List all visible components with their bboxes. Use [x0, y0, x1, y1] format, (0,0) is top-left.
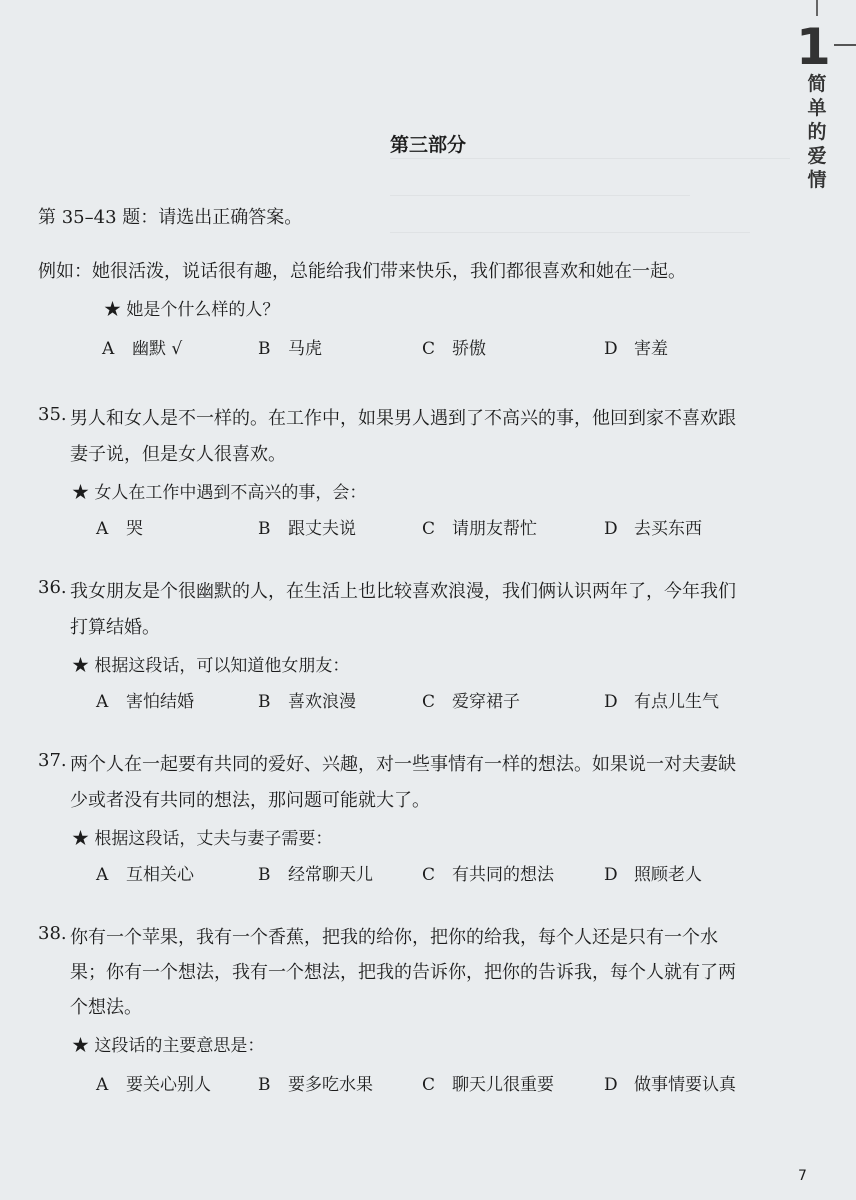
question-36-line-2: 打算结婚。	[70, 617, 160, 638]
question-36-option-a[interactable]	[96, 687, 194, 712]
question-35-line-1: 男人和女人是不一样的。在工作中，如果男人遇到了不高兴的事，他回到家不喜欢跟	[70, 408, 736, 429]
example-question: ★ 她是个什么样的人？	[104, 300, 280, 320]
question-36-option-d[interactable]	[604, 687, 719, 712]
option-text: 有点儿生气	[634, 692, 719, 712]
chapter-title: 简单的爱情	[807, 73, 827, 191]
option-text: 跟丈夫说	[288, 519, 356, 539]
example-option-c	[422, 334, 486, 359]
option-letter: D	[604, 865, 618, 885]
question-35-option-b[interactable]	[258, 514, 356, 539]
option-text: 害怕结婚	[126, 692, 194, 712]
option-letter: C	[422, 519, 436, 539]
question-37-line-2: 少或者没有共同的想法，那问题可能就大了。	[70, 790, 430, 811]
option-letter: C	[422, 865, 436, 885]
page-number: 7	[798, 1168, 807, 1184]
question-35-number: 35.	[38, 404, 67, 425]
question-38-line-2: 果；你有一个想法，我有一个想法，把我的告诉你，把你的告诉我，每个人就有了两	[70, 962, 736, 983]
option-text: 请朋友帮忙	[452, 519, 537, 539]
option-letter: C	[422, 692, 436, 712]
option-letter: D	[604, 339, 618, 359]
option-letter: D	[604, 519, 618, 539]
example-option-a	[102, 334, 182, 359]
option-text: 做事情要认真	[634, 1075, 736, 1095]
option-text: 要关心别人	[126, 1075, 211, 1095]
option-text: 经常聊天儿	[288, 865, 373, 885]
option-letter: A	[96, 519, 109, 539]
chapter-rule	[834, 44, 856, 46]
option-letter: D	[604, 1075, 618, 1095]
question-37-option-c[interactable]	[422, 860, 554, 885]
show-through-text	[390, 148, 790, 448]
question-38-option-c[interactable]	[422, 1070, 554, 1095]
option-letter: B	[258, 1075, 271, 1095]
question-35-option-d[interactable]	[604, 514, 702, 539]
option-letter: C	[422, 339, 436, 359]
chapter-number: 1	[796, 18, 829, 76]
option-text: 互相关心	[126, 865, 194, 885]
question-38-line-1: 你有一个苹果，我有一个香蕉，把我的给你，把你的给我，每个人还是只有一个水	[70, 927, 718, 948]
option-letter: A	[102, 339, 115, 359]
option-text: 爱穿裙子	[452, 692, 520, 712]
option-text: 要多吃水果	[288, 1075, 373, 1095]
option-text: 去买东西	[634, 519, 702, 539]
question-37-number: 37.	[38, 750, 67, 771]
example-option-b	[258, 334, 322, 359]
option-text: 喜欢浪漫	[288, 692, 356, 712]
option-letter: A	[96, 865, 109, 885]
question-37-option-a[interactable]	[96, 860, 194, 885]
option-text: 聊天儿很重要	[452, 1075, 554, 1095]
example-label: 例如：	[38, 261, 92, 282]
question-36-number: 36.	[38, 577, 67, 598]
example-option-d	[604, 334, 668, 359]
question-37-option-d[interactable]	[604, 860, 702, 885]
question-37-option-b[interactable]	[258, 860, 373, 885]
option-letter: C	[422, 1075, 436, 1095]
option-letter: B	[258, 865, 271, 885]
question-36-prompt: ★ 根据这段话，可以知道他女朋友：	[72, 656, 350, 676]
question-38-option-d[interactable]	[604, 1070, 736, 1095]
question-36-option-b[interactable]	[258, 687, 356, 712]
question-35-prompt: ★ 女人在工作中遇到不高兴的事，会：	[72, 483, 367, 503]
option-text: 骄傲	[452, 339, 486, 359]
example-text: 她很活泼，说话很有趣，总能给我们带来快乐，我们都很喜欢和她在一起。	[92, 261, 686, 282]
question-38-line-3: 个想法。	[70, 997, 142, 1018]
question-37-line-1: 两个人在一起要有共同的爱好、兴趣，对一些事情有一样的想法。如果说一对夫妻缺	[70, 754, 736, 775]
chapter-marker-line	[816, 0, 818, 16]
option-letter: B	[258, 339, 271, 359]
question-36-line-1: 我女朋友是个很幽默的人，在生活上也比较喜欢浪漫，我们俩认识两年了，今年我们	[70, 581, 736, 602]
option-letter: B	[258, 519, 271, 539]
option-text: 有共同的想法	[452, 865, 554, 885]
option-letter: D	[604, 692, 618, 712]
option-text: 幽默 √	[132, 339, 183, 359]
option-text: 马虎	[288, 339, 322, 359]
question-38-number: 38.	[38, 923, 67, 944]
question-38-option-b[interactable]	[258, 1070, 373, 1095]
section-title: 第三部分	[389, 134, 466, 156]
instruction: 第 35–43 题：请选出正确答案。	[38, 207, 303, 228]
option-letter: A	[96, 1075, 109, 1095]
question-35-line-2: 妻子说，但是女人很喜欢。	[70, 444, 286, 465]
option-letter: B	[258, 692, 271, 712]
question-35-option-c[interactable]	[422, 514, 537, 539]
question-38-option-a[interactable]	[96, 1070, 211, 1095]
question-38-prompt: ★ 这段话的主要意思是：	[72, 1036, 265, 1056]
option-text: 照顾老人	[634, 865, 702, 885]
question-37-prompt: ★ 根据这段话，丈夫与妻子需要：	[72, 829, 333, 849]
question-36-option-c[interactable]	[422, 687, 520, 712]
option-text: 哭	[126, 519, 143, 539]
option-letter: A	[96, 692, 109, 712]
question-35-option-a[interactable]	[96, 514, 143, 539]
option-text: 害羞	[634, 339, 668, 359]
